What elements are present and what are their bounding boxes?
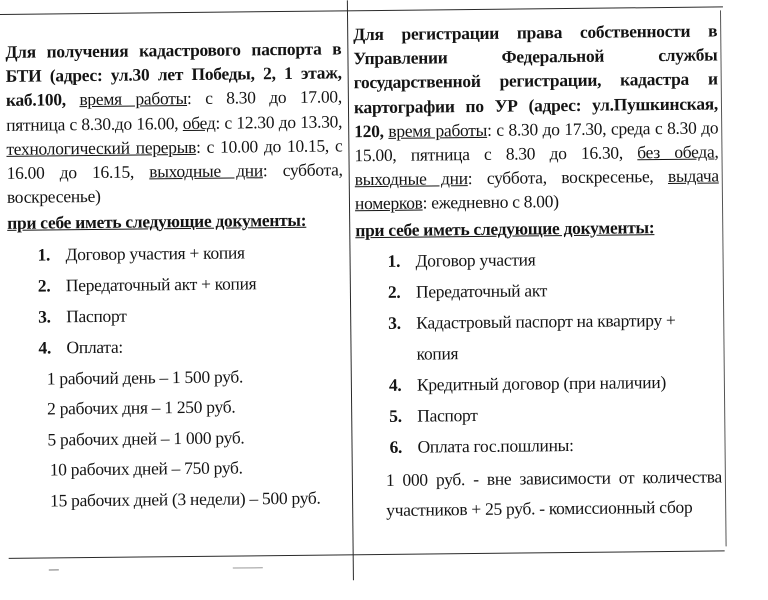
- top-rule: [0, 6, 723, 15]
- rosreestr-no-lunch-label: без обеда: [637, 141, 715, 163]
- list-number: 6.: [389, 436, 403, 457]
- list-item: [357, 397, 721, 432]
- bti-lunch: : с 12.30 до 13.30,: [215, 110, 343, 133]
- fee-item: 15 рабочих дней (3 недели) – 500 руб.: [49, 487, 321, 511]
- rosreestr-docs-heading: при себе иметь следующие документы:: [355, 216, 655, 240]
- list-number: 2.: [37, 275, 51, 296]
- list-text: Передаточный акт + копия: [65, 272, 257, 295]
- bti-intro-bold: Для получения кадастрового паспорта в БТИ (адрес: ул.30 лет Победы, 2, 1 этаж, каб.100,: [5, 38, 342, 111]
- fee-item: 10 рабочих дней – 750 руб.: [49, 457, 243, 480]
- rosreestr-tickets-label: выдача номерков: [354, 165, 719, 214]
- rosreestr-tickets: : ежедневно с 8.00): [422, 191, 559, 213]
- list-number: 1.: [37, 244, 51, 265]
- list-item: [8, 298, 344, 333]
- list-text: Оплата:: [66, 336, 124, 357]
- list-number: 4.: [388, 374, 402, 395]
- list-text: Договор участия + копия: [65, 242, 245, 264]
- list-text: Паспорт: [66, 305, 127, 326]
- right-column-rosreestr: [353, 18, 722, 525]
- scan-speck: [233, 567, 263, 568]
- fee-item: 5 рабочих дней – 1 000 руб.: [47, 427, 245, 450]
- list-text: Кредитный договор (при наличии): [416, 371, 667, 395]
- bti-tech-break-label: технологический перерыв: [6, 136, 197, 159]
- list-text: Паспорт: [417, 404, 478, 426]
- list-number: 2.: [387, 281, 401, 302]
- list-number: 3.: [38, 306, 51, 327]
- bti-intro: [5, 36, 343, 209]
- list-item: [357, 366, 721, 401]
- list-item: [356, 273, 720, 308]
- bti-work-hours: : с 8.30 до 17.00, пятница с 8.30.до 16.00,: [6, 86, 342, 135]
- list-text: Договор участия: [415, 249, 536, 271]
- list-number: 1.: [387, 250, 401, 271]
- list-item: [355, 242, 719, 277]
- bti-lunch-label: обед: [182, 112, 216, 133]
- rosreestr-work-hours: : с 8.30 до 17.30, среда с 8.30 до 15.00, пятница с 8.30 до 16.30,: [354, 117, 719, 166]
- list-item: [7, 236, 343, 271]
- list-text: Кадастровый паспорт на квартиру + копия: [416, 309, 676, 364]
- list-item: [356, 304, 721, 370]
- scan-speck: [49, 569, 59, 570]
- bti-days-off: : суббота, воскресенье): [6, 159, 343, 208]
- bti-docs-list: [7, 236, 344, 364]
- bti-docs-heading: при себе иметь следующие документы:: [7, 210, 307, 234]
- rosreestr-docs-list: [355, 242, 721, 463]
- list-number: 4.: [38, 337, 52, 358]
- list-item: [8, 329, 344, 364]
- list-text: Передаточный акт: [415, 280, 548, 302]
- fee-item: 1 рабочий день – 1 500 руб.: [46, 366, 244, 389]
- bti-fees-list: [9, 360, 347, 516]
- list-number: 3.: [388, 312, 401, 333]
- list-item: [8, 267, 344, 302]
- state-duty-text: 1 000 руб. - вне зависимости от количества участников + 25 руб. - комиссионный сбор: [385, 466, 722, 520]
- bti-days-off-label: выходные дни: [149, 160, 263, 182]
- list-text: Оплата гос.пошлины:: [417, 434, 574, 457]
- list-item: [357, 428, 721, 463]
- fee-item: 2 рабочих дня – 1 250 руб.: [47, 396, 236, 419]
- left-column-bti: [5, 36, 346, 516]
- bti-tech-break: : с 10.00 до 10.15, с 16.00 до 16.15,: [6, 135, 343, 183]
- rosreestr-days-off: : суббота, воскресенье,: [467, 166, 654, 189]
- rosreestr-intro: Для регистрации права собственности в Управлении Федеральной службы государственной регистрации, кадастра и картографии по УР (адрес: ул.Пушкинская, 120, время работы: с 8.30 до 17.30, среда с 8.30 до 15.00, пятница с 8.30 до 16.30, без обеда, выходные дни: суббота, воскресенье, выдача номерков: ежедневно с 8.00): [353, 20, 719, 214]
- rosreestr-intro-bold: Для регистрации права собственности в Управлении Федеральной службы государственной регистрации, кадастра и картографии по УР (адрес: ул.Пушкинская, 120,: [353, 20, 719, 142]
- bti-work-hours-label: время работы: [79, 88, 188, 110]
- rosreestr-days-off-label: выходные дни: [354, 168, 468, 190]
- rosreestr-work-hours-label: время работы: [388, 119, 488, 141]
- list-number: 5.: [389, 405, 402, 426]
- bottom-rule: [9, 550, 725, 558]
